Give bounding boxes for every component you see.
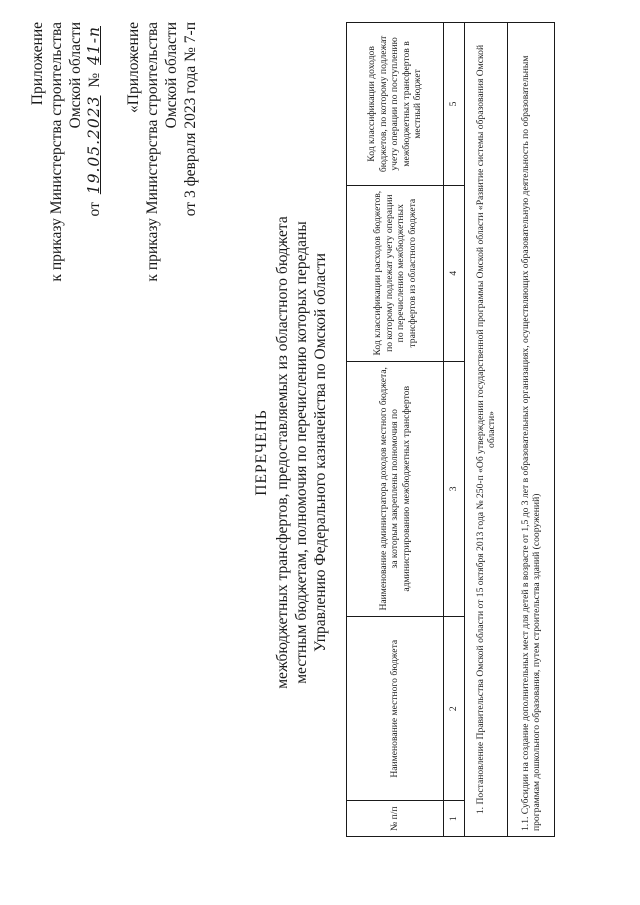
handwritten-order-number: 41-п <box>85 26 103 65</box>
order-from-label: от <box>86 202 103 217</box>
previous-appendix-header <box>124 22 200 282</box>
handwritten-order-date: 19.05.2023 <box>85 95 103 195</box>
table-column-numbers-row <box>444 23 465 837</box>
previous-appendix-line-region: Омской области <box>163 22 180 129</box>
law-reference-cell: 1. Постановление Правительства Омской области от 15 октября 2013 года № 250-п «Об утверждении государственной программы Омской области «Развитие системы образования Омской области» <box>465 23 508 837</box>
col-number-5: 5 <box>444 23 465 186</box>
appendix-title: Приложение <box>29 22 46 106</box>
transfers-table <box>346 22 555 837</box>
col-number-3: 3 <box>444 361 465 617</box>
order-number-label: № <box>86 72 103 88</box>
document-subtitle-line-3: Управлению Федерального казначейства по Омской области <box>312 253 329 652</box>
document-title: ПЕРЕЧЕНЬ <box>253 409 270 496</box>
appendix-header <box>28 22 104 282</box>
col-header-budget-name: Наименование местного бюджета <box>347 617 444 801</box>
table-row-law <box>465 23 508 837</box>
col-number-1: 1 <box>444 801 465 837</box>
appendix-line-region: Омской области <box>67 22 84 129</box>
appendix-line-ministry: к приказу Министерства строительства <box>48 22 65 282</box>
col-header-administrator: Наименование администратора доходов местного бюджета, за которым закреплены полномочия по администрированию межбюджетных трансфертов <box>347 361 444 617</box>
previous-appendix-title: «Приложение <box>125 22 142 113</box>
table-row-subsidy <box>508 23 555 837</box>
col-header-expense-code: Код классификации расходов бюджетов, по которому подлежат учету операции по перечислению межбюджетных трансфертов из областного бюджета <box>347 185 444 361</box>
document-subtitle-line-1: межбюджетных трансфертов, предоставляемых из областного бюджета <box>274 216 291 689</box>
previous-appendix-line-date: от 3 февраля 2023 года № 7-п <box>182 22 199 217</box>
subsidy-description-cell: 1.1. Субсидии на создание дополнительных мест для детей в возрасте от 1,5 до 3 лет в образовательных организациях, осуществляющих образовательную деятельность по образовательным программам дошкольного образования, путем строительства зданий (сооружений) <box>508 23 555 837</box>
order-reference <box>85 22 104 282</box>
previous-appendix-line-ministry: к приказу Министерства строительства <box>144 22 161 282</box>
col-header-number: № п/п <box>347 801 444 837</box>
document-subtitle-line-2: местным бюджетам, полномочия по перечислению которых переданы <box>293 221 310 684</box>
col-header-income-code: Код классификации доходов бюджетов, по которому подлежат учету операции по поступлению межбюджетных трансфертов в местный бюджет <box>347 23 444 186</box>
col-number-2: 2 <box>444 617 465 801</box>
col-number-4: 4 <box>444 185 465 361</box>
document-title-block <box>252 0 330 905</box>
table-header-row <box>347 23 444 837</box>
